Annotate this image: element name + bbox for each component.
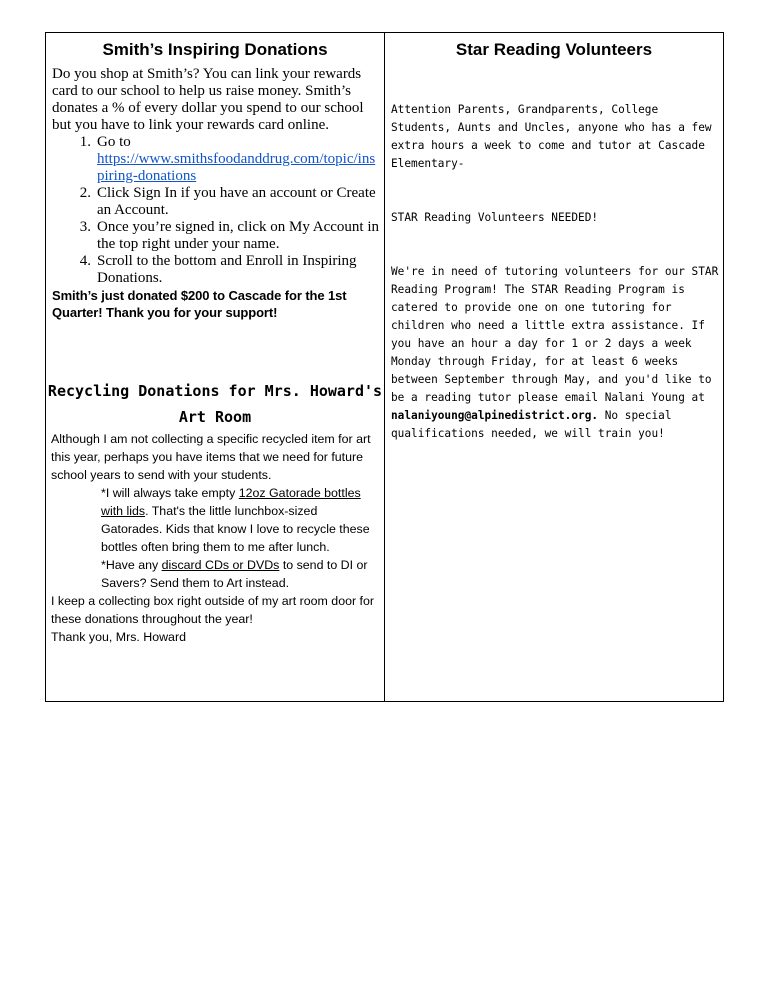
recycling-title: Recycling Donations for Mrs. Howard's Art Room [47, 382, 383, 426]
step-number: 2. [79, 185, 91, 201]
smiths-intro: Do you shop at Smith’s? You can link your rewards card to our school to help us raise money. Smith’s donates a % of every dollar you spend to our school but you have to link your rewards card online. [52, 66, 364, 133]
step-text: Once you’re signed in, click on My Account in the top right under your name. [97, 219, 380, 252]
right-column [385, 33, 723, 701]
item-text: *Have any [101, 558, 162, 572]
recycling-item-gatorade [51, 484, 381, 556]
step-item [52, 253, 382, 287]
smiths-link[interactable]: https://www.smithsfoodanddrug.com/topic/inspiring-donations [97, 151, 376, 184]
recycling-intro: Although I am not collecting a specific recycled item for art this year, perhaps you have items that we need for future school years to send with your students. [51, 432, 371, 482]
newsletter-grid [45, 32, 724, 702]
star-para-2: STAR Reading Volunteers NEEDED! [391, 211, 599, 224]
star-para-1: Attention Parents, Grandparents, College Students, Aunts and Uncles, anyone who has a few extra hours a week to come and tutor at Cascade Elementary- [391, 103, 719, 170]
recycling-box-note: I keep a collecting box right outside of my art room door for these donations throughout the year! [51, 594, 375, 626]
step-number: 3. [79, 219, 91, 235]
star-para-3 [391, 263, 725, 443]
recycling-section [51, 430, 381, 646]
item-text: to send to DI or Savers? Send them to Art instead. [101, 558, 368, 590]
smiths-steps [52, 134, 382, 287]
email-address[interactable]: nalaniyoung@alpinedistrict.org. [391, 409, 599, 422]
smiths-section [52, 66, 382, 321]
step-item [52, 219, 382, 253]
recycling-item-cds [51, 556, 381, 592]
step-label: Go to [97, 134, 131, 150]
step-text: Click Sign In if you have an account or Create an Account. [97, 185, 376, 218]
item-text: *I will always take empty [101, 486, 239, 500]
star-text: No special qualifications needed, we will train you! [391, 409, 679, 440]
step-text [97, 134, 382, 185]
item-underlined: 12oz Gatorade bottles with lids [101, 486, 361, 518]
step-item [52, 134, 382, 185]
smiths-closing: Smith’s just donated $200 to Cascade for the 1st Quarter! Thank you for your support! [52, 288, 347, 320]
step-number: 1. [79, 134, 91, 150]
star-text: We're in need of tutoring volunteers for our STAR Reading Program! The STAR Reading Program is catered to provide one on one tutoring for children who need a little extra assistance. If you have an hour a day for 1 or 2 days a week Monday through Friday, for at least 6 weeks between September through May, and you'd like to be a reading tutor please email Nalani Young at [391, 265, 725, 404]
item-text: . That's the little lunchbox-sized Gatorades. Kids that know I love to recycle these bottles often bring them to me after lunch. [101, 504, 370, 554]
item-underlined: discard CDs or DVDs [161, 558, 280, 572]
step-item [52, 185, 382, 219]
step-number: 4. [79, 253, 91, 269]
left-column [46, 33, 384, 701]
recycling-signoff: Thank you, Mrs. Howard [51, 630, 186, 644]
star-title: Star Reading Volunteers [455, 40, 653, 59]
star-section [391, 65, 725, 479]
smiths-title: Smith’s Inspiring Donations [102, 40, 328, 59]
step-text: Scroll to the bottom and Enroll in Inspiring Donations. [97, 253, 357, 286]
